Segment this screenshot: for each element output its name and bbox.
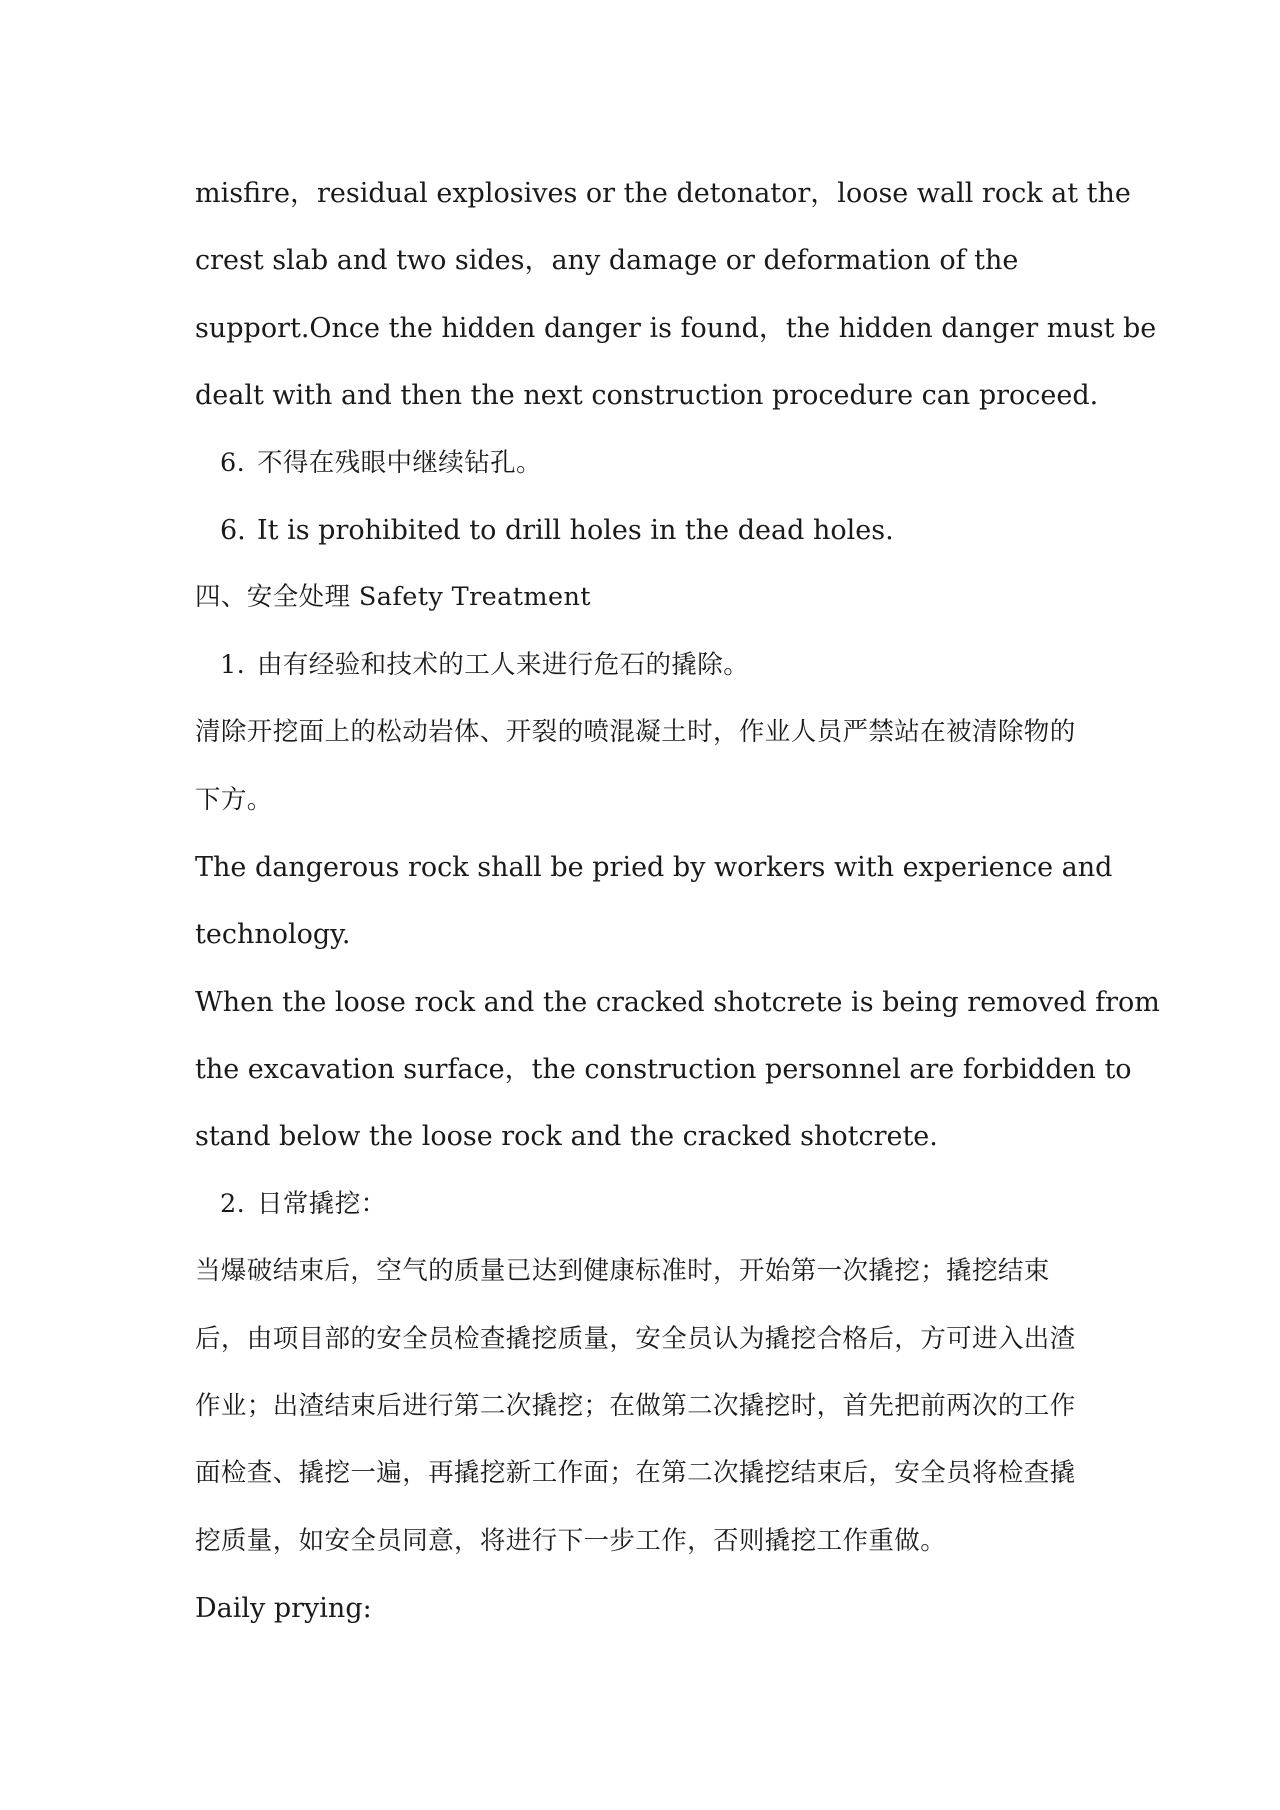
text-line: 作业；出渣结束后进行第二次撬挖；在做第二次撬挖时，首先把前两次的工作	[195, 1391, 1076, 1422]
paragraph-remove-loose-rock-en	[195, 969, 1160, 1171]
paragraph-clear-loose-rock-cn	[195, 699, 1095, 834]
text-line: stand below the loose rock and the cracked shotcrete.	[195, 1121, 938, 1153]
text-line: The dangerous rock shall be pried by workers with experience and	[195, 851, 1113, 883]
text-line: 后，由项目部的安全员检查撬挖质量，安全员认为撬挖合格后，方可进入出渣	[195, 1323, 1076, 1354]
list-number: 1.	[220, 649, 246, 680]
text-line: 清除开挖面上的松动岩体、开裂的喷混凝土时，作业人员严禁站在被清除物的	[195, 717, 1076, 748]
text-line: 挖质量，如安全员同意，将进行下一步工作，否则撬挖工作重做。	[195, 1525, 947, 1556]
text-line: 当爆破结束后，空气的质量已达到健康标准时，开始第一次撬挖；撬挖结束	[195, 1256, 1050, 1287]
list-item-text: 日常撬挖：	[257, 1188, 387, 1219]
text-line: support.Once the hidden danger is found，the hidden danger must be	[195, 312, 1157, 344]
list-item-6-en	[195, 497, 1095, 564]
text-line: technology.	[195, 919, 351, 951]
text-line: 面检查、撬挖一遍，再撬挖新工作面；在第二次撬挖结束后，安全员将检查撬	[195, 1458, 1076, 1489]
paragraph-dangerous-rock-en	[195, 834, 1113, 969]
list-item-text: 不得在残眼中继续钻孔。	[257, 447, 542, 478]
list-number: 2.	[220, 1188, 246, 1219]
text-line: the excavation surface，the construction personnel are forbidden to	[195, 1054, 1132, 1086]
list-number: 6.	[220, 514, 246, 546]
list-item-text: It is prohibited to drill holes in the dead holes.	[257, 514, 894, 546]
paragraph-hidden-danger-en	[195, 160, 1157, 430]
text-line: misfire，residual explosives or the detonator，loose wall rock at the	[195, 178, 1131, 209]
text-line: crest slab and two sides，any damage or deformation of the	[195, 245, 1019, 277]
section-heading-safety-treatment: 四、安全处理 Safety Treatment	[195, 582, 591, 613]
paragraph-daily-prying-en: Daily prying:	[195, 1593, 372, 1625]
paragraph-daily-prying-cn	[195, 1238, 1095, 1575]
list-item-6-cn	[195, 430, 1095, 497]
text-line: dealt with and then the next construction procedure can proceed.	[195, 380, 1099, 412]
list-item-2-cn	[195, 1171, 1095, 1238]
list-item-text: 由有经验和技术的工人来进行危石的撬除。	[257, 649, 750, 680]
list-number: 6.	[220, 447, 246, 478]
text-line: 下方。	[195, 784, 273, 815]
text-line: When the loose rock and the cracked shotcrete is being removed from	[195, 986, 1160, 1018]
list-item-1-cn	[195, 632, 1095, 699]
document-page	[195, 160, 1160, 1643]
